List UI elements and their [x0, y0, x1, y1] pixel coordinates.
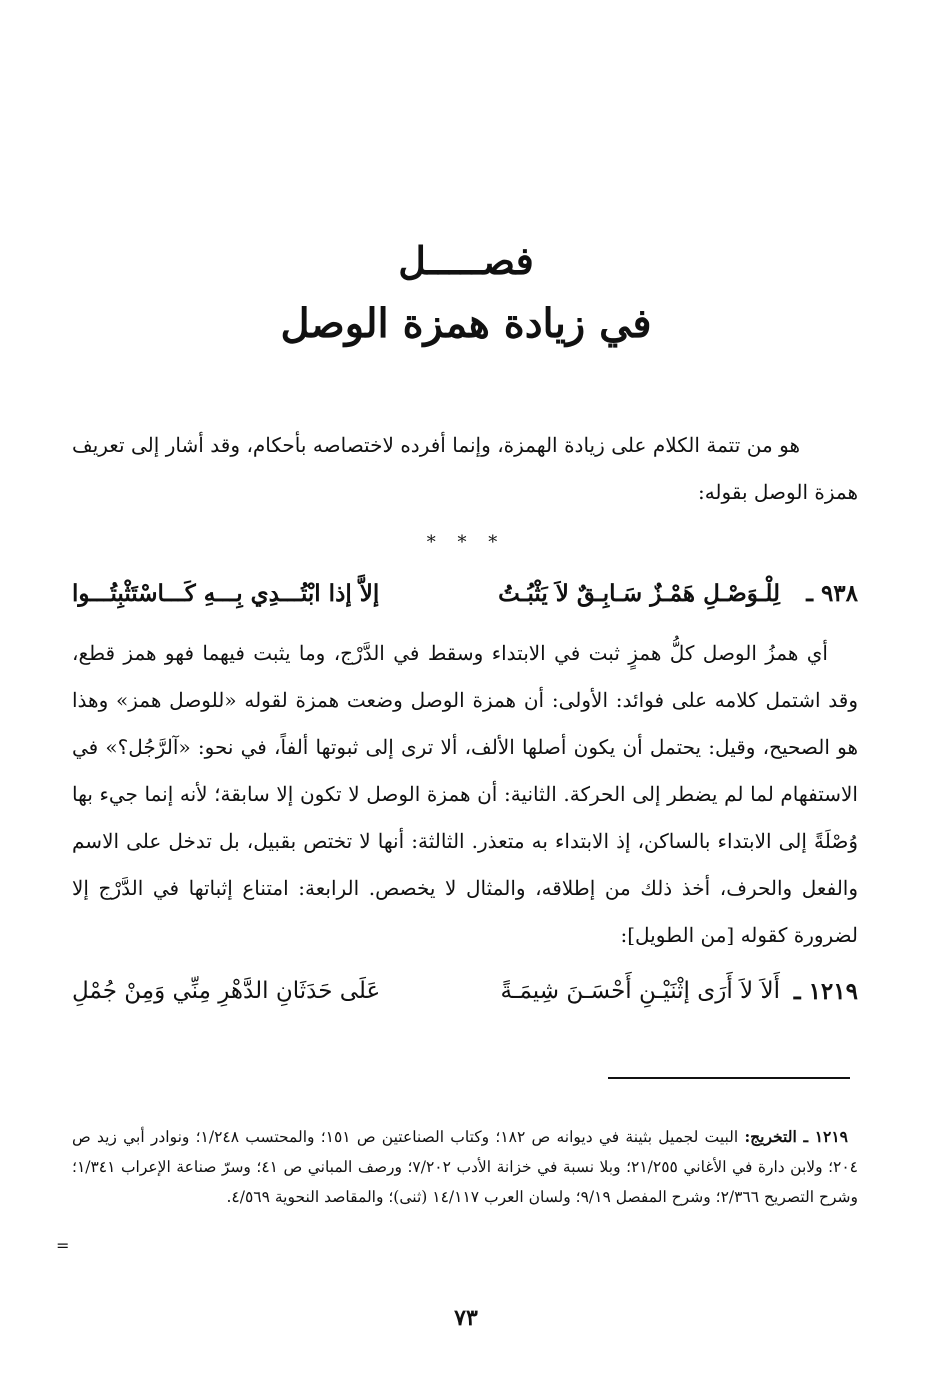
- chapter-subtitle: في زيادة همزة الوصل: [280, 300, 652, 347]
- continuation-mark: =: [56, 1236, 70, 1255]
- footnote-body: البيت لجميل بثينة في ديوانه ص ١٨٢؛ وكتاب الصناعتين ص ١٥١؛ والمحتسب ١/٢٤٨؛ ونوادر أبي زيد ص ٢٠٤؛ ولابن دارة في الأغاني ٢١/٢٥٥؛ وبلا نسبة في خزانة الأدب ٧/٢٠٢؛ ورصف المباني ص ٤١؛ وسرّ صناعة الإعراب ١/٣٤١؛ وشرح التصريح ٢/٣٦٦؛ وشرح المفصل ٩/١٩؛ ولسان العرب ١٤/١١٧ (ثنى)؛ والمقاصد النحوية ٤/٥٦٩.: [72, 1128, 859, 1206]
- footnote-divider: [608, 1077, 850, 1079]
- footnote: [72, 1122, 858, 1212]
- verse-second-hemistich: عَلَى حَدَثَانِ الدَّهْرِ مِنِّي وَمِنْ جُمْلِ: [72, 978, 381, 1004]
- footnote-paragraph: [72, 1122, 858, 1212]
- intro-text: هو من تتمة الكلام على زيادة الهمزة، وإنما أفرده لاختصاصه بأحكام، وقد أشار إلى تعريف همزة الوصل بقوله:: [72, 433, 858, 504]
- verse-1219: [72, 978, 858, 1018]
- verse-second-hemistich: إلاَّ إذا ابْتُـــدِي بِـــهِ كَـــاسْتَثْبِتُـــوا: [72, 580, 380, 607]
- intro-paragraph: [72, 422, 858, 516]
- commentary-paragraph: [72, 630, 858, 959]
- verse-number: ١٢١٩ ـ: [793, 978, 858, 1005]
- chapter-heading: فصـــــل: [398, 238, 534, 283]
- footnote-heading: ١٢١٩ ـ التخريج:: [744, 1127, 848, 1146]
- verse-938: [72, 580, 858, 620]
- page-number: ٧٣: [454, 1305, 478, 1331]
- verse-first-hemistich: أَلاَ لاَ أَرَى إثْنَيْـنِ أَحْسَـنَ شِيمَـةً: [500, 978, 780, 1004]
- verse-number: ٩٣٨ ـ: [806, 580, 858, 607]
- verse-first-hemistich: لِلْـوَصْـلِ هَمْـزٌ سَـابِـقٌ لاَ يَثْبُـتُ: [498, 580, 780, 607]
- section-separator: * * *: [426, 532, 506, 553]
- commentary-text: أي همزُ الوصل كلُّ همزٍ ثبت في الابتداء وسقط في الدَّرْج، وما يثبت فيهما فهو همز قطع، وقد اشتمل كلامه على فوائد: الأولى: أن همزة الوصل وضعت همزة لقوله «للوصل همز» وهذا هو الصحيح، وقيل: يحتمل أن يكون أصلها الألف، ألا ترى إلى ثبوتها ألفاً، في نحو: «آلرَّجُل؟» في الاستفهام لما لم يضطر إلى الحركة. الثانية: أن همزة الوصل لا تكون إلا سابقة؛ لأنه إنما جيء بها وُصْلَةً إلى الابتداء بالساكن، إذ الابتداء به متعذر. الثالثة: أنها لا تختص بقبيل، بل تدخل على الاسم والفعل والحرف، أخذ ذلك من إطلاقه، والمثال لا يخصص. الرابعة: امتناع إثباتها في الدَّرْج إلا لضرورة كقوله [من الطويل]:: [72, 641, 858, 947]
